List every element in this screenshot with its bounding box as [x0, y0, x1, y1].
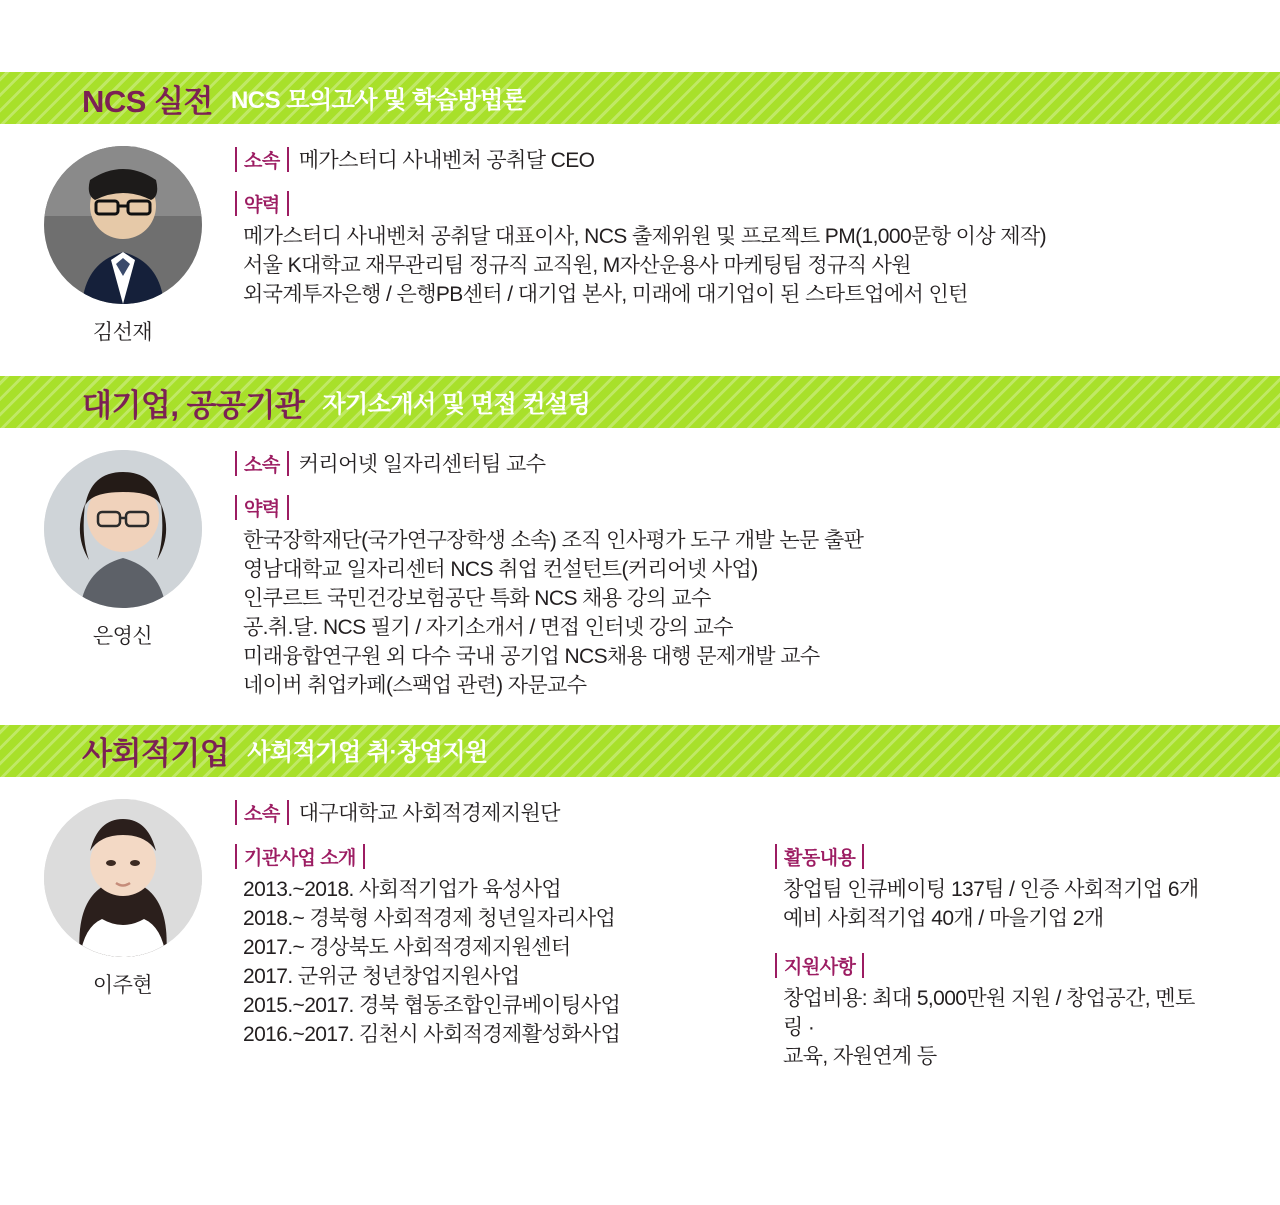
column-spacer [775, 934, 1250, 952]
section-body-corporate [0, 428, 1280, 725]
profile-line: 한국장학재단(국가연구장학생 소속) 조직 인사평가 도구 개발 논문 출판 [243, 528, 864, 552]
profile-line: 공.취.달. NCS 필기 / 자기소개서 / 면접 인터넷 강의 교수 [243, 615, 733, 639]
profile-block [235, 190, 1250, 310]
section-band-ncs [0, 72, 1280, 124]
portrait-female-glasses-icon [44, 450, 202, 608]
support-label: 지원사항 [775, 952, 864, 979]
top-spacer [0, 0, 1280, 72]
activity-lines [775, 876, 1213, 934]
activity-line: 예비 사회적기업 40개 / 마을기업 2개 [783, 906, 1104, 930]
person-block [0, 146, 235, 346]
activity-label: 활동내용 [775, 843, 864, 870]
org-programs-label: 기관사업 소개 [235, 843, 365, 870]
affiliation-label: 소속 [235, 146, 289, 173]
profile-line: 서울 K대학교 재무관리팀 정규직 교직원, M자산운용사 마케팅팀 정규직 사원 [243, 253, 911, 277]
org-program-line: 2015.~2017. 경북 협동조합인큐베이팅사업 [243, 993, 621, 1017]
two-column-layout [235, 843, 1250, 1072]
section-band-corporate [0, 376, 1280, 428]
affiliation-row [235, 799, 1250, 829]
affiliation-value: 커리어넷 일자리센터팀 교수 [298, 453, 546, 476]
portrait-female-long-hair-icon [44, 799, 202, 957]
section-spacer [0, 356, 1280, 376]
profile-lines [235, 223, 1250, 310]
portrait-male-icon [44, 146, 202, 304]
support-line: 창업비용: 최대 5,000만원 지원 / 창업공간, 멘토링 · [783, 986, 1195, 1039]
profile-label: 약력 [235, 190, 289, 217]
band-subtitle: 자기소개서 및 면접 컨설팅 [322, 390, 591, 418]
org-program-line: 2018.~ 경북형 사회적경제 청년일자리사업 [243, 906, 616, 930]
person-details [235, 146, 1280, 346]
band-title: 사회적기업 [82, 736, 230, 772]
org-programs-lines [235, 876, 755, 1050]
profile-lines [235, 527, 1250, 701]
profile-line: 영남대학교 일자리센터 NCS 취업 컨설턴트(커리어넷 사업) [243, 557, 758, 581]
affiliation-label: 소속 [235, 450, 289, 477]
section-band-social-enterprise [0, 725, 1280, 777]
org-programs-column [235, 843, 755, 1072]
activity-support-column [755, 843, 1250, 1072]
section-body-social-enterprise [0, 777, 1280, 1082]
profile-line: 미래융합연구원 외 다수 국내 공기업 NCS채용 대행 문제개발 교수 [243, 644, 820, 668]
affiliation-value: 메가스터디 사내벤처 공취달 CEO [298, 149, 595, 172]
person-details [235, 799, 1280, 1072]
org-program-line: 2016.~2017. 김천시 사회적경제활성화사업 [243, 1022, 621, 1046]
org-program-line: 2013.~2018. 사회적기업가 육성사업 [243, 877, 562, 901]
band-title: NCS 실전 [82, 83, 213, 119]
person-name: 김선재 [92, 321, 153, 344]
support-line: 교육, 자원연계 등 [783, 1044, 937, 1068]
affiliation-row [235, 146, 1250, 176]
band-subtitle: NCS 모의고사 및 학습방법론 [230, 86, 526, 114]
person-details [235, 450, 1280, 715]
profile-label: 약력 [235, 494, 289, 521]
affiliation-value: 대구대학교 사회적경제지원단 [298, 801, 560, 825]
band-title: 대기업, 공공기관 [82, 387, 305, 423]
avatar [44, 799, 202, 957]
band-subtitle: 사회적기업 취·창업지원 [247, 739, 488, 767]
affiliation-row [235, 450, 1250, 480]
support-lines [775, 985, 1213, 1072]
activity-line: 창업팀 인큐베이팅 137팀 / 인증 사회적기업 6개 [783, 877, 1199, 901]
person-block [0, 799, 235, 1072]
section-body-ncs [0, 124, 1280, 356]
profile-line: 인쿠르트 국민건강보험공단 특화 NCS 채용 강의 교수 [243, 586, 711, 610]
affiliation-label: 소속 [235, 799, 289, 826]
person-name: 은영신 [92, 625, 153, 648]
profile-line: 외국계투자은행 / 은행PB센터 / 대기업 본사, 미래에 대기업이 된 스타트업에서 인턴 [243, 282, 968, 306]
person-name: 이주현 [92, 973, 153, 997]
avatar [44, 146, 202, 304]
org-program-line: 2017. 군위군 청년창업지원사업 [243, 964, 520, 988]
avatar [44, 450, 202, 608]
profile-block [235, 494, 1250, 701]
org-program-line: 2017.~ 경상북도 사회적경제지원센터 [243, 935, 571, 959]
profile-line: 네이버 취업카페(스팩업 관련) 자문교수 [243, 673, 587, 697]
person-block [0, 450, 235, 715]
profile-line: 메가스터디 사내벤처 공취달 대표이사, NCS 출제위원 및 프로젝트 PM(1,000문항 이상 제작) [243, 224, 1047, 248]
